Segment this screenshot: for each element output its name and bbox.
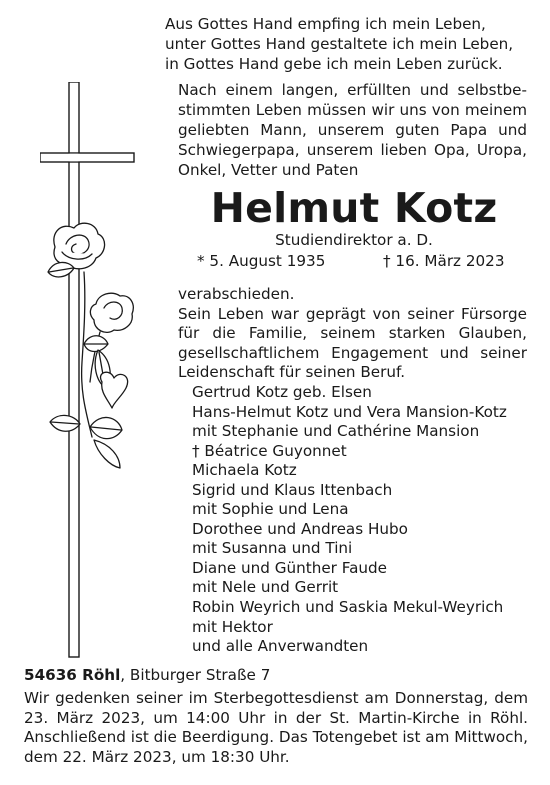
family-member: Michaela Kotz [192,461,297,480]
death-date: † 16. März 2023 [383,252,505,270]
address-line [24,665,270,685]
service-paragraph [24,689,528,767]
family-member: mit Nele und Gerrit [192,578,339,597]
family-member: mit Sophie und Lena [192,500,349,519]
intro-paragraph: Nach einem langen, erfüllten und selbstbestimmten Leben müssen wir uns von meinem geliebten Mann, unserem guten Papa und Schwiegerpapa, unserem lieben Opa, Uropa, Onkel, Vetter und Paten [178,81,527,179]
family-member: Sigrid und Klaus Ittenbach [192,480,393,499]
address-place: 54636 Röhl [24,666,121,684]
service-text: Wir gedenken seiner im Sterbegottesdienst am Donnerstag, dem 23. März 2023, um 14:00 Uhr in der St. Martin-Kirche in Röhl. Anschließend ist die Beerdigung. Das Totengebet ist am Mittwoch, dem 22. März 2023, um 18:30 Uhr. [24,689,528,766]
verse-line: unter Gottes Hand gestaltete ich mein Leben, [165,35,514,53]
family-member: Diane und Günther Faude [192,558,388,577]
bible-verse [165,14,525,74]
family-list [192,383,532,657]
deceased-title: Studiendirektor a. D. [275,231,433,249]
family-member: mit Hektor [192,617,273,636]
cross-with-roses-icon [40,82,140,662]
family-member: mit Susanna und Tini [192,539,353,558]
birth-date: * 5. August 1935 [197,252,326,270]
family-member: mit Stephanie und Cathérine Mansion [192,422,480,441]
farewell-line: verabschieden. [178,285,295,303]
family-member: † Béatrice Guyonnet [192,441,347,460]
family-member: Hans-Helmut Kotz und Vera Mansion-Kotz [192,402,507,421]
tribute-text [178,285,527,383]
deceased-name: Helmut Kotz [210,184,498,232]
tribute-paragraph: Sein Leben war geprägt von seiner Fürsorge für die Familie, seinem starken Glauben, gesellschaftlichem Engagement und seiner Leidenschaft für seinen Beruf. [178,304,527,381]
verse-line: in Gottes Hand gebe ich mein Leben zurück. [165,55,503,73]
family-member: Gertrud Kotz geb. Elsen [192,383,372,401]
family-member: Dorothee und Andreas Hubo [192,519,408,538]
verse-line: Aus Gottes Hand empfing ich mein Leben, [165,15,486,33]
family-member: Robin Weyrich und Saskia Mekul-Weyrich [192,598,504,617]
family-member: und alle Anverwandten [192,637,369,656]
address-street: , Bitburger Straße 7 [120,666,271,684]
